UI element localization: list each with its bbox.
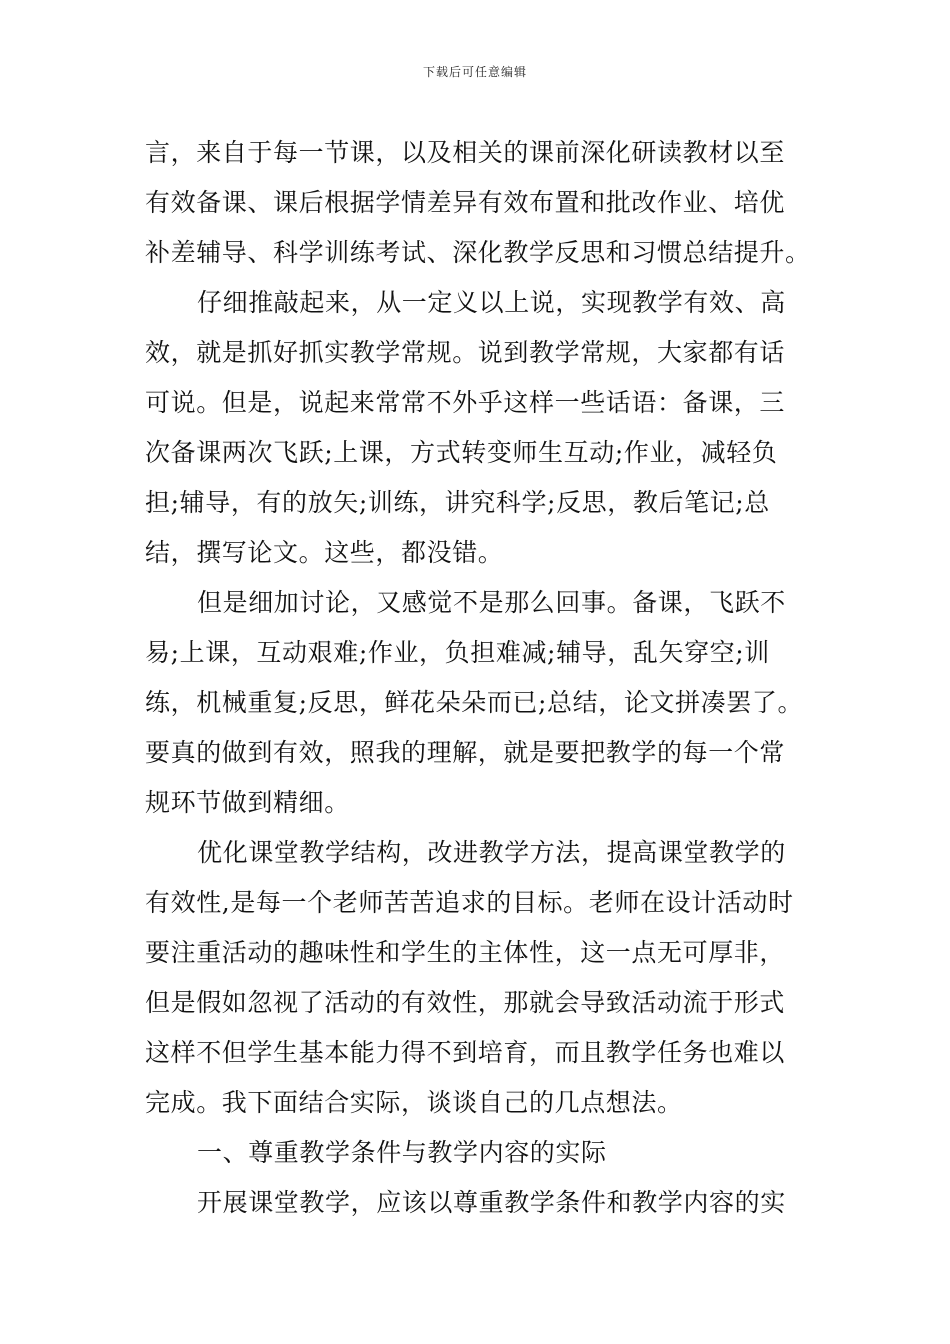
text-line: 练，机械重复;反思，鲜花朵朵而已;总结，论文拼凑罢了。 xyxy=(145,688,804,717)
text-line: 优化课堂教学结构，改进教学方法，提高课堂教学的 xyxy=(197,838,786,867)
text-line: 一、尊重教学条件与教学内容的实际 xyxy=(197,1138,607,1167)
text-line: 有效备课、课后根据学情差异有效布置和批改作业、培优 xyxy=(145,188,786,217)
paragraph xyxy=(145,278,815,578)
paragraph xyxy=(145,828,815,1128)
text-line: 仔细推敲起来，从一定义以上说，实现教学有效、高 xyxy=(197,288,786,317)
text-line: 但是假如忽视了活动的有效性，那就会导致活动流于形式 xyxy=(145,988,786,1017)
section-heading xyxy=(145,1128,815,1178)
text-line: 补差辅导、科学训练考试、深化教学反思和习惯总结提升。 xyxy=(145,238,811,267)
text-line: 言，来自于每一节课，以及相关的课前深化研读教材以至 xyxy=(145,138,786,167)
body-text xyxy=(145,128,815,1228)
paragraph xyxy=(145,1178,815,1228)
text-line: 有效性,是每一个老师苦苦追求的目标。老师在设计活动时 xyxy=(145,888,794,917)
paragraph xyxy=(145,578,815,828)
text-line: 这样不但学生基本能力得不到培育，而且教学任务也难以 xyxy=(145,1038,786,1067)
page-header: 下载后可任意编辑 xyxy=(422,65,527,79)
text-line: 完成。我下面结合实际，谈谈自己的几点想法。 xyxy=(145,1088,683,1117)
text-line: 结，撰写论文。这些，都没错。 xyxy=(145,538,504,567)
text-line: 要注重活动的趣味性和学生的主体性，这一点无可厚非， xyxy=(145,938,786,967)
text-line: 效，就是抓好抓实教学常规。说到教学常规，大家都有话 xyxy=(145,338,786,367)
text-line: 规环节做到精细。 xyxy=(145,788,350,817)
text-line: 次备课两次飞跃;上课，方式转变师生互动;作业，减轻负 xyxy=(145,438,778,467)
paragraph xyxy=(145,128,815,278)
text-line: 要真的做到有效，照我的理解，就是要把教学的每一个常 xyxy=(145,738,786,767)
text-line: 但是细加讨论，又感觉不是那么回事。备课，飞跃不 xyxy=(197,588,786,617)
text-line: 易;上课，互动艰难;作业，负担难减;辅导，乱矢穿空;训 xyxy=(145,638,770,667)
text-line: 可说。但是，说起来常常不外乎这样一些话语：备课，三 xyxy=(145,388,786,417)
text-line: 担;辅导，有的放矢;训练，讲究科学;反思，教后笔记;总 xyxy=(145,488,770,517)
text-line: 开展课堂教学，应该以尊重教学条件和教学内容的实 xyxy=(197,1188,786,1217)
